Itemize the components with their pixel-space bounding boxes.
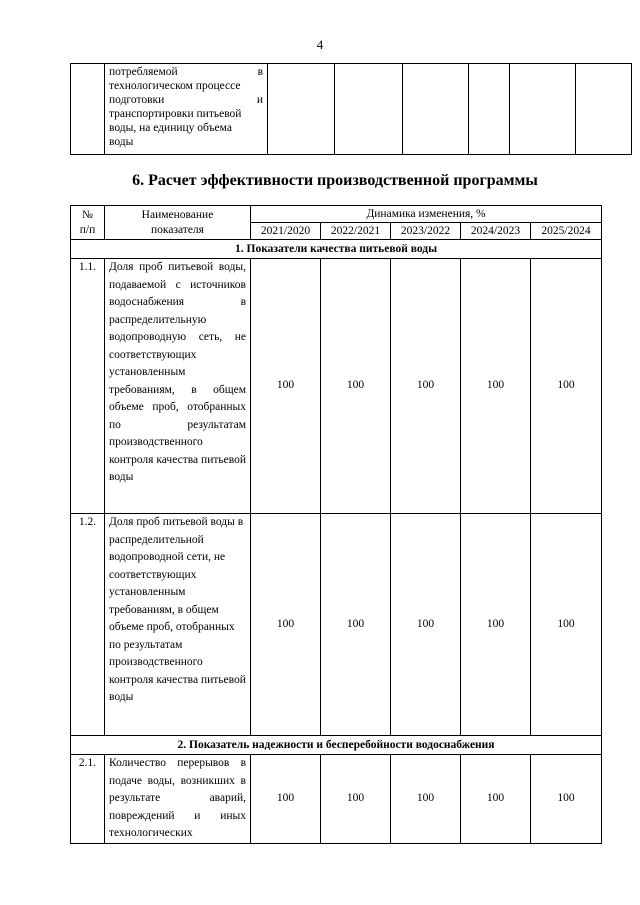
word: потребляемой	[109, 66, 178, 78]
efficiency-table	[70, 205, 602, 844]
value-cell: 100	[531, 755, 602, 844]
word: подготовки	[109, 94, 165, 106]
group-title: 2. Показатель надежности и бесперебойности водоснабжения	[71, 736, 602, 755]
value-cell: 100	[391, 755, 461, 844]
value-cell: 100	[531, 514, 602, 736]
table-cell	[469, 64, 510, 155]
value-cell: 100	[321, 514, 391, 736]
header-name: Наименование показателя	[105, 206, 251, 240]
row-number: 2.1.	[71, 755, 105, 844]
text-line	[109, 65, 263, 79]
value-cell: 100	[391, 259, 461, 514]
header-dynamics: Динамика изменения, %	[251, 206, 602, 223]
value-cell: 100	[321, 259, 391, 514]
value-cell: 100	[251, 259, 321, 514]
indicator-name-cell	[105, 64, 268, 155]
group-title-row	[71, 736, 602, 755]
table-cell	[510, 64, 576, 155]
header-num: № п/п	[71, 206, 105, 240]
text-line: транспортировки питьевой	[109, 108, 242, 120]
text-line: воды	[109, 136, 134, 148]
table-cell	[335, 64, 403, 155]
group-title-row	[71, 240, 602, 259]
header-period: 2021/2020	[251, 223, 321, 240]
indicator-name: Доля проб питьевой воды, подаваемой с источников водоснабжения в распределительную водопроводную сеть, не соответствующих установленным требованиям, в общем объеме проб, отобранных по результатам производственного контроля качества питьевой воды	[105, 259, 251, 514]
header-period: 2022/2021	[321, 223, 391, 240]
text-line: технологическом процессе	[109, 80, 241, 92]
header-period: 2023/2022	[391, 223, 461, 240]
value-cell: 100	[251, 514, 321, 736]
indicator-name: Доля проб питьевой воды в распределительной водопроводной сети, не соответствующих установленным требованиям, в общем объеме проб, отобранных по результатам производственного контроля качества питьевой воды	[105, 514, 251, 736]
table-row	[71, 259, 602, 514]
value-cell: 100	[461, 755, 531, 844]
indicator-name: Количество перерывов в подаче воды, возникших в результате аварий, повреждений и иных технологических	[105, 755, 251, 844]
value-cell: 100	[391, 514, 461, 736]
table-row	[71, 64, 632, 155]
text-line	[109, 93, 263, 107]
value-cell: 100	[251, 755, 321, 844]
table-row	[71, 755, 602, 844]
word: в	[257, 66, 263, 78]
table-cell	[268, 64, 335, 155]
value-cell: 100	[461, 514, 531, 736]
row-number: 1.2.	[71, 514, 105, 736]
header-period: 2024/2023	[461, 223, 531, 240]
previous-table-continuation	[70, 63, 632, 155]
table-row	[71, 514, 602, 736]
header-row	[71, 206, 602, 223]
word: и	[256, 94, 263, 106]
section-title: 6. Расчет эффективности производственной программы	[132, 172, 538, 189]
row-number: 1.1.	[71, 259, 105, 514]
table-cell	[403, 64, 469, 155]
value-cell: 100	[321, 755, 391, 844]
header-period: 2025/2024	[531, 223, 602, 240]
value-cell: 100	[531, 259, 602, 514]
text-line: воды, на единицу объема	[109, 122, 232, 134]
group-title: 1. Показатели качества питьевой воды	[71, 240, 602, 259]
value-cell: 100	[461, 259, 531, 514]
table-cell	[576, 64, 632, 155]
page-number: 4	[316, 37, 324, 52]
table-cell	[71, 64, 105, 155]
